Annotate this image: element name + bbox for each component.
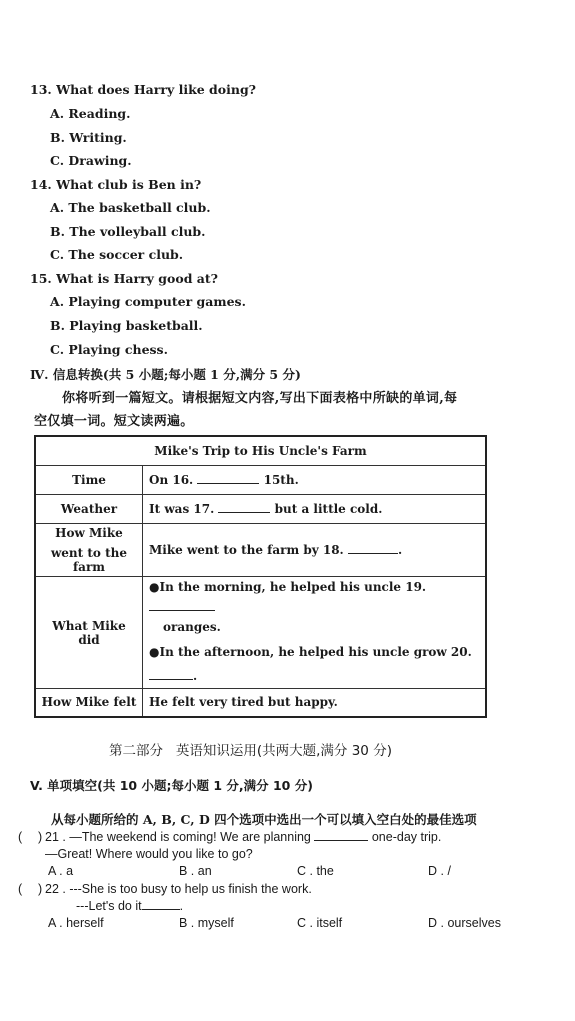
- table-row: [35, 495, 486, 524]
- question-22: 22 . ---She is too busy to help us finish the work.: [45, 882, 312, 896]
- option-21d: D . /: [428, 864, 451, 878]
- question-22-reply: ---Let's do it .: [76, 899, 184, 913]
- question-15: 15. What is Harry good at?: [30, 271, 218, 286]
- section-5-instruction: 从每小题所给的 A, B, C, D 四个选项中选出一个可以填入空白处的最佳选项: [51, 812, 477, 827]
- question-21: 21 . —The weekend is coming! We are planning one-day trip.: [45, 830, 442, 844]
- option-13b: B. Writing.: [50, 130, 127, 145]
- option-14b: B. The volleyball club.: [50, 224, 206, 239]
- answer-paren-close-22: ): [38, 882, 43, 896]
- question-13: 13. What does Harry like doing?: [30, 82, 257, 97]
- option-15a: A. Playing computer games.: [50, 294, 246, 309]
- option-21a: A . a: [48, 864, 74, 878]
- option-14c: C. The soccer club.: [50, 247, 184, 262]
- option-13c: C. Drawing.: [50, 153, 132, 168]
- table-row: [35, 524, 486, 577]
- option-13a: A. Reading.: [50, 106, 131, 121]
- row-label-activities: What Mike did: [35, 577, 143, 689]
- row-label-time: Time: [35, 466, 143, 495]
- option-22b: B . myself: [179, 916, 234, 930]
- farm-trip-table: [34, 435, 487, 718]
- row-value-weather: It was 17. but a little cold.: [143, 495, 487, 524]
- answer-blank-16[interactable]: [197, 482, 259, 484]
- option-15c: C. Playing chess.: [50, 342, 168, 357]
- row-label-feeling: How Mike felt: [35, 689, 143, 717]
- section-4-instruction-line2: 空仅填一词。短文读两遍。: [34, 414, 194, 429]
- answer-blank-18[interactable]: [348, 552, 398, 554]
- row-label-weather: Weather: [35, 495, 143, 524]
- answer-blank-17[interactable]: [218, 511, 270, 513]
- row-value-time: On 16. 15th.: [143, 466, 487, 495]
- option-22a: A . herself: [48, 916, 104, 930]
- question-14: 14. What club is Ben in?: [30, 177, 202, 192]
- option-22c: C . itself: [297, 916, 343, 930]
- answer-blank-20[interactable]: [149, 678, 193, 680]
- row-value-activities: ●In the morning, he helped his uncle 19. oranges. ●In the afternoon, he helped his uncle grow 20. .: [143, 577, 487, 689]
- answer-paren-open-21: (: [18, 830, 23, 844]
- answer-blank-19[interactable]: [149, 609, 215, 611]
- question-21-reply: —Great! Where would you like to go?: [45, 847, 253, 861]
- part-2-heading: 第二部分 英语知识运用(共两大题,满分 30 分): [109, 743, 392, 759]
- table-title: Mike's Trip to His Uncle's Farm: [35, 436, 486, 466]
- section-5-title: V. 单项填空(共 10 小题;每小题 1 分,满分 10 分): [30, 778, 313, 793]
- row-value-feeling: He felt very tired but happy.: [143, 689, 487, 717]
- answer-paren-open-22: (: [18, 882, 23, 896]
- option-21c: C . the: [297, 864, 334, 878]
- answer-blank-21[interactable]: [314, 839, 368, 841]
- option-14a: A. The basketball club.: [50, 200, 211, 215]
- option-15b: B. Playing basketball.: [50, 318, 203, 333]
- row-value-transport: Mike went to the farm by 18. .: [143, 524, 487, 577]
- table-row: [35, 577, 486, 689]
- answer-blank-22[interactable]: [142, 908, 180, 910]
- table-row: [35, 466, 486, 495]
- section-4-title: Ⅳ. 信息转换(共 5 小题;每小题 1 分,满分 5 分): [30, 367, 301, 382]
- option-21b: B . an: [179, 864, 212, 878]
- section-4-instruction-line1: 你将听到一篇短文。请根据短文内容,写出下面表格中所缺的单词,每: [62, 391, 458, 406]
- table-row: [35, 689, 486, 717]
- option-22d: D . ourselves: [428, 916, 501, 930]
- answer-paren-close-21: ): [38, 830, 43, 844]
- row-label-transport: How Mike went to the farm: [35, 524, 143, 577]
